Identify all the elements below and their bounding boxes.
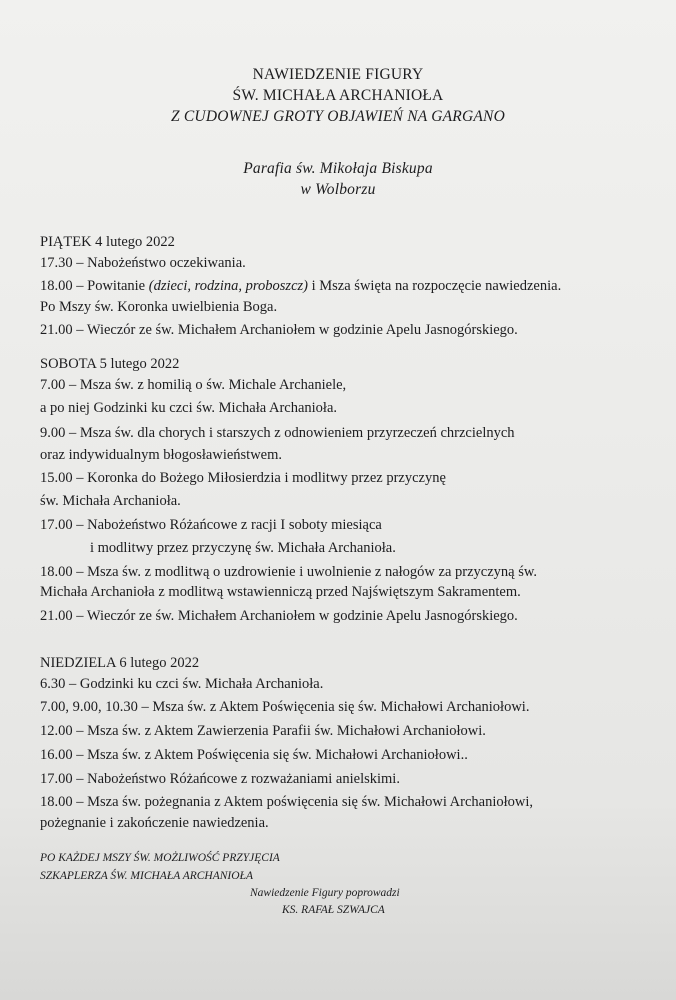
sunday-line-6: 18.00 – Msza św. pożegnania z Aktem poświęcenia się św. Michałowi Archaniołowi, — [40, 794, 534, 810]
friday-line-2 — [40, 278, 561, 295]
title-line-2: ŚW. MICHAŁA ARCHANIOŁA — [232, 87, 444, 104]
document-header — [0, 64, 676, 127]
sunday-line-5: 17.00 – Nabożeństwo Różańcowe z rozważaniami anielskimi. — [40, 771, 400, 787]
saturday-line-4: oraz indywidualnym błogosławieństwem. — [40, 447, 283, 463]
friday-line-1: 17.30 – Nabożeństwo oczekiwania. — [40, 255, 246, 271]
sunday-line-2: 7.00, 9.00, 10.30 – Msza św. z Aktem Poświęcenia się św. Michałowi Archaniołowi. — [40, 699, 530, 715]
saturday-line-8: i modlitwy przez przyczynę św. Michała Archanioła. — [90, 540, 396, 556]
leader-name: KS. RAFAŁ SZWAJCA — [282, 904, 385, 916]
friday-line-2a: 18.00 – Powitanie — [40, 278, 149, 294]
saturday-line-2: a po niej Godzinki ku czci św. Michała Archanioła. — [40, 400, 338, 416]
parish-location: w Wolborzu — [300, 181, 376, 198]
saturday-line-1: 7.00 – Msza św. z homilią o św. Michale Archaniele, — [40, 377, 347, 393]
saturday-line-10: Michała Archanioła z modlitwą wstawienniczą przed Najświętszym Sakramentem. — [40, 584, 521, 600]
friday-line-3: Po Mszy św. Koronka uwielbienia Boga. — [40, 299, 278, 315]
parish-block — [0, 158, 676, 200]
scapular-note-line-1: PO KAŻDEJ MSZY ŚW. MOŻLIWOŚĆ PRZYJĘCIA — [40, 852, 280, 864]
title-line-3: Z CUDOWNEJ GROTY OBJAWIEŃ NA GARGANO — [171, 108, 505, 125]
saturday-line-9: 18.00 – Msza św. z modlitwą o uzdrowienie i uwolnienie z nałogów za przyczyną św. — [40, 564, 538, 580]
saturday-line-3: 9.00 – Msza św. dla chorych i starszych z odnowieniem przyrzeczeń chrzcielnych — [40, 425, 515, 441]
title-line-1: NAWIEDZENIE FIGURY — [252, 66, 424, 83]
saturday-line-7: 17.00 – Nabożeństwo Różańcowe z racji I soboty miesiąca — [40, 517, 382, 533]
leader-note: Nawiedzenie Figury poprowadzi — [250, 887, 400, 899]
saturday-heading: SOBOTA 5 lutego 2022 — [40, 356, 180, 372]
scapular-note-line-2: SZKAPLERZA ŚW. MICHAŁA ARCHANIOŁA — [40, 870, 253, 882]
sunday-line-4: 16.00 – Msza św. z Aktem Poświęcenia się św. Michałowi Archaniołowi.. — [40, 747, 468, 763]
sunday-line-7: pożegnanie i zakończenie nawiedzenia. — [40, 815, 269, 831]
friday-line-4: 21.00 – Wieczór ze św. Michałem Archaniołem w godzinie Apelu Jasnogórskiego. — [40, 322, 518, 338]
sunday-heading: NIEDZIELA 6 lutego 2022 — [40, 655, 200, 671]
saturday-line-6: św. Michała Archanioła. — [40, 493, 181, 509]
friday-heading: PIĄTEK 4 lutego 2022 — [40, 234, 175, 250]
friday-line-2c: i Msza święta na rozpoczęcie nawiedzenia. — [307, 278, 562, 294]
saturday-line-5: 15.00 – Koronka do Bożego Miłosierdzia i modlitwy przez przyczynę — [40, 470, 446, 486]
friday-line-2b: (dzieci, rodzina, proboszcz) — [148, 278, 308, 294]
parish-name: Parafia św. Mikołaja Biskupa — [243, 160, 433, 177]
sunday-line-3: 12.00 – Msza św. z Aktem Zawierzenia Parafii św. Michałowi Archaniołowi. — [40, 723, 486, 739]
saturday-line-11: 21.00 – Wieczór ze św. Michałem Archaniołem w godzinie Apelu Jasnogórskiego. — [40, 608, 518, 624]
sunday-line-1: 6.30 – Godzinki ku czci św. Michała Archanioła. — [40, 676, 324, 692]
